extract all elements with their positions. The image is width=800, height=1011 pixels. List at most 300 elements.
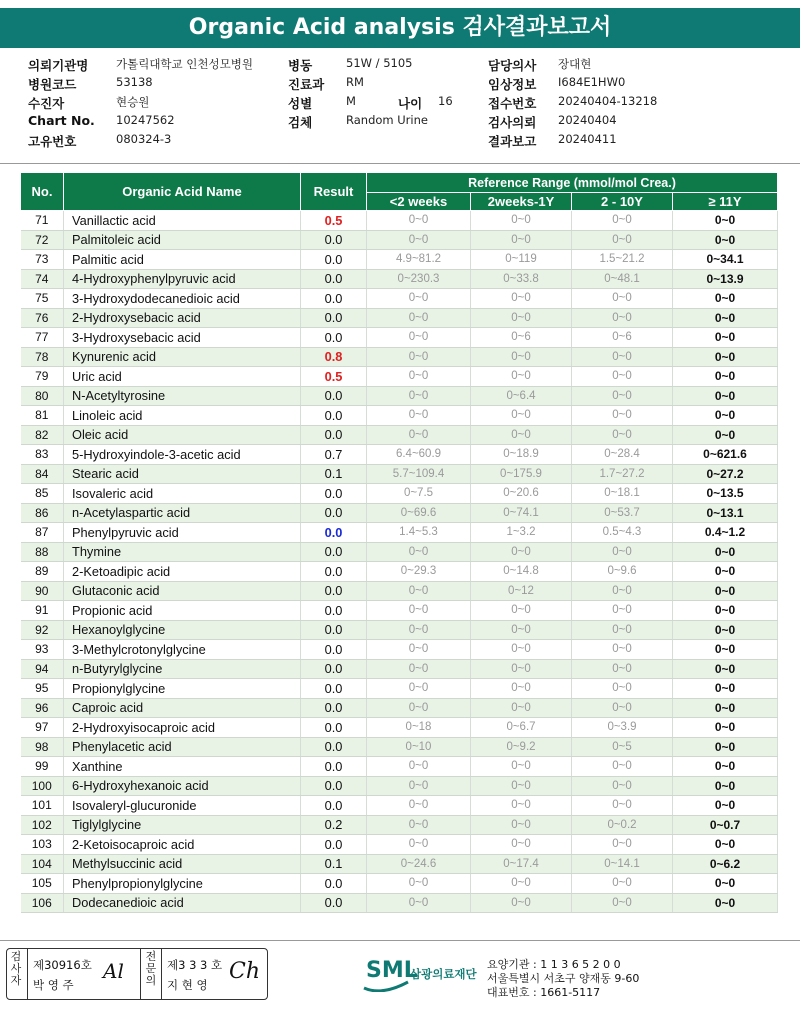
ref-2weeks-1y: 0~0 [471,679,572,699]
ref-2weeks-1y: 0~0 [471,211,572,231]
ref-2-10y: 1.5~21.2 [572,250,673,270]
row-number: 103 [21,835,64,855]
hospital-label: 의뢰기관명 [28,58,89,73]
table-row [21,250,778,270]
sex-value: M [346,94,356,108]
institution-code: 요양기관 : 1 1 3 6 5 2 0 0 [487,958,621,971]
ref-2-10y: 0~0 [572,211,673,231]
result-value: 0.0 [301,523,367,543]
ref-header: 2weeks-1Y [471,193,572,211]
result-value: 0.5 [301,211,367,231]
divider [27,949,28,999]
row-number: 91 [21,601,64,621]
divider [0,940,800,941]
acid-name: Phenylpropionylglycine [64,874,301,894]
result-value: 0.0 [301,308,367,328]
ref-under-2-weeks: 0~29.3 [367,562,471,582]
table-row [21,289,778,309]
result-value: 0.0 [301,562,367,582]
ref-2-10y: 0~0 [572,893,673,913]
table-row [21,425,778,445]
acid-name: 6-Hydroxyhexanoic acid [64,776,301,796]
row-number: 102 [21,815,64,835]
row-number: 88 [21,542,64,562]
ref-header: ≥ 11Y [673,193,778,211]
ref-2-10y: 0~0 [572,835,673,855]
acid-name: Palmitoleic acid [64,230,301,250]
ref-2-10y: 0~0 [572,425,673,445]
row-number: 101 [21,796,64,816]
ref-11y-plus: 0~0 [673,796,778,816]
age-value: 16 [438,94,453,108]
ref-2-10y: 0~0 [572,640,673,660]
ref-11y-plus: 0~6.2 [673,854,778,874]
acid-name: Isovaleryl-glucuronide [64,796,301,816]
row-number: 73 [21,250,64,270]
request-value: 20240404 [558,113,617,127]
table-row [21,523,778,543]
row-number: 79 [21,367,64,387]
ref-11y-plus: 0~0 [673,893,778,913]
ref-2-10y: 0~0 [572,406,673,426]
doctor-label: 담당의사 [488,58,537,73]
ref-2weeks-1y: 0~12 [471,581,572,601]
ref-under-2-weeks: 0~0 [367,601,471,621]
ref-11y-plus: 0~0 [673,581,778,601]
acid-name: Vanillactic acid [64,211,301,231]
result-value: 0.0 [301,269,367,289]
ref-under-2-weeks: 6.4~60.9 [367,445,471,465]
ref-under-2-weeks: 0~0 [367,289,471,309]
acid-name: Thymine [64,542,301,562]
ref-2weeks-1y: 0~0 [471,640,572,660]
row-number: 85 [21,484,64,504]
acid-name: 2-Hydroxysebacic acid [64,308,301,328]
result-value: 0.0 [301,698,367,718]
acid-name: Phenylpyruvic acid [64,523,301,543]
ref-header: 2 - 10Y [572,193,673,211]
clinical-label: 임상정보 [488,77,537,92]
institution-address: 서울특별시 서초구 양재동 9-60 [487,972,640,985]
ref-under-2-weeks: 0~18 [367,718,471,738]
table-row [21,503,778,523]
ref-11y-plus: 0~0 [673,562,778,582]
ref-2weeks-1y: 0~74.1 [471,503,572,523]
result-value: 0.0 [301,659,367,679]
result-value: 0.5 [301,367,367,387]
patient-info [28,56,788,152]
ref-under-2-weeks: 0~0 [367,230,471,250]
ref-2-10y: 0~18.1 [572,484,673,504]
result-value: 0.0 [301,581,367,601]
ref-under-2-weeks: 0~0 [367,757,471,777]
ref-2weeks-1y: 0~0 [471,308,572,328]
ref-2weeks-1y: 0~14.8 [471,562,572,582]
result-value: 0.0 [301,620,367,640]
ref-11y-plus: 0~13.1 [673,503,778,523]
logo-text: SML [366,958,418,983]
examiner-signature: Al [103,959,124,983]
table-row [21,659,778,679]
chart-label: Chart No. [28,113,95,128]
row-number: 93 [21,640,64,660]
table-row [21,893,778,913]
ref-11y-plus: 0~0 [673,679,778,699]
table-row [21,776,778,796]
acid-name: Kynurenic acid [64,347,301,367]
ref-2weeks-1y: 0~0 [471,620,572,640]
table-row [21,484,778,504]
acid-name: 3-Hydroxydodecanedioic acid [64,289,301,309]
hospital-code-value: 53138 [116,75,153,89]
acid-name: Methylsuccinic acid [64,854,301,874]
acid-name: 4-Hydroxyphenylpyruvic acid [64,269,301,289]
table-row [21,230,778,250]
row-number: 98 [21,737,64,757]
row-number: 75 [21,289,64,309]
table-row [21,269,778,289]
ref-2weeks-1y: 0~0 [471,776,572,796]
result-value: 0.0 [301,484,367,504]
table-row [21,679,778,699]
ref-2-10y: 0~3.9 [572,718,673,738]
ref-2-10y: 0~0 [572,308,673,328]
ref-2-10y: 0~0 [572,796,673,816]
divider [161,949,162,999]
ref-2weeks-1y: 0~0 [471,698,572,718]
results-table [20,172,778,913]
table-row [21,211,778,231]
signature-box [6,948,268,1000]
ref-11y-plus: 0~27.2 [673,464,778,484]
examinee-label: 수진자 [28,96,65,111]
divider [140,949,141,999]
row-number: 94 [21,659,64,679]
acid-name: Stearic acid [64,464,301,484]
receipt-value: 20240404-13218 [558,94,658,108]
acid-name: n-Butyrylglycine [64,659,301,679]
acid-name: 2-Ketoisocaproic acid [64,835,301,855]
unique-label: 고유번호 [28,134,77,149]
ref-2-10y: 0~0 [572,620,673,640]
result-value: 0.0 [301,874,367,894]
table-row [21,308,778,328]
row-number: 104 [21,854,64,874]
ref-2-10y: 0~0 [572,757,673,777]
ref-2weeks-1y: 0~0 [471,406,572,426]
table-row [21,737,778,757]
chart-value: 10247562 [116,113,175,127]
ref-2weeks-1y: 1~3.2 [471,523,572,543]
ref-2-10y: 0~0 [572,230,673,250]
table-row [21,581,778,601]
ref-11y-plus: 0~0 [673,698,778,718]
ref-11y-plus: 0~0 [673,308,778,328]
table-row [21,542,778,562]
result-value: 0.0 [301,893,367,913]
row-number: 100 [21,776,64,796]
acid-name: Phenylacetic acid [64,737,301,757]
ref-under-2-weeks: 0~0 [367,893,471,913]
specialist-label: 전문의 [145,950,157,987]
col-header-name: Organic Acid Name [64,173,301,211]
acid-name: Palmitic acid [64,250,301,270]
table-row [21,757,778,777]
ref-2weeks-1y: 0~0 [471,230,572,250]
ward-label: 병동 [288,58,313,73]
acid-name: N-Acetyltyrosine [64,386,301,406]
result-value: 0.0 [301,542,367,562]
table-row [21,328,778,348]
acid-name: 2-Ketoadipic acid [64,562,301,582]
result-value: 0.0 [301,289,367,309]
table-row [21,562,778,582]
result-value: 0.0 [301,796,367,816]
row-number: 84 [21,464,64,484]
examinee-value: 현승원 [116,95,150,109]
row-number: 106 [21,893,64,913]
ref-11y-plus: 0~0 [673,347,778,367]
age-label: 나이 [398,96,423,111]
row-number: 83 [21,445,64,465]
table-row [21,445,778,465]
row-number: 87 [21,523,64,543]
acid-name: Isovaleric acid [64,484,301,504]
ref-under-2-weeks: 0~0 [367,679,471,699]
ref-2weeks-1y: 0~6.7 [471,718,572,738]
ref-11y-plus: 0.4~1.2 [673,523,778,543]
hospital-value: 가톨릭대학교 인천성모병원 [116,57,253,71]
table-row [21,601,778,621]
table-row [21,620,778,640]
ref-2weeks-1y: 0~0 [471,542,572,562]
result-value: 0.0 [301,601,367,621]
ref-2-10y: 0~0 [572,289,673,309]
result-value: 0.0 [301,640,367,660]
ref-2weeks-1y: 0~0 [471,893,572,913]
ref-2-10y: 0~0 [572,347,673,367]
ref-under-2-weeks: 0~24.6 [367,854,471,874]
institution-phone: 대표번호 : 1661-5117 [487,986,601,999]
result-value: 0.2 [301,815,367,835]
ref-11y-plus: 0~0 [673,620,778,640]
ref-2weeks-1y: 0~0 [471,874,572,894]
ref-under-2-weeks: 0~0 [367,776,471,796]
examiner-name: 박 영 주 [33,978,74,992]
acid-name: Oleic acid [64,425,301,445]
hospital-code-label: 병원코드 [28,77,77,92]
ref-under-2-weeks: 0~0 [367,386,471,406]
acid-name: Dodecanedioic acid [64,893,301,913]
ref-2weeks-1y: 0~0 [471,347,572,367]
ref-2-10y: 0~0 [572,659,673,679]
table-row [21,367,778,387]
result-value: 0.0 [301,250,367,270]
ref-under-2-weeks: 0~0 [367,835,471,855]
report-value: 20240411 [558,132,617,146]
row-number: 97 [21,718,64,738]
ref-2-10y: 0~14.1 [572,854,673,874]
acid-name: Propionic acid [64,601,301,621]
row-number: 105 [21,874,64,894]
ref-under-2-weeks: 0~0 [367,640,471,660]
ref-under-2-weeks: 0~0 [367,406,471,426]
ref-2weeks-1y: 0~6.4 [471,386,572,406]
result-value: 0.0 [301,328,367,348]
row-number: 90 [21,581,64,601]
acid-name: 5-Hydroxyindole-3-acetic acid [64,445,301,465]
ref-2weeks-1y: 0~0 [471,289,572,309]
ref-2-10y: 0~0 [572,581,673,601]
acid-name: 3-Hydroxysebacic acid [64,328,301,348]
ref-under-2-weeks: 0~0 [367,347,471,367]
ref-11y-plus: 0~0 [673,542,778,562]
dept-value: RM [346,75,364,89]
col-header-reference: Reference Range (mmol/mol Crea.) [367,173,778,193]
result-value: 0.0 [301,425,367,445]
acid-name: Hexanoylglycine [64,620,301,640]
ref-2-10y: 0~28.4 [572,445,673,465]
table-row [21,698,778,718]
ref-11y-plus: 0~0 [673,874,778,894]
col-header-result: Result [301,173,367,211]
ref-under-2-weeks: 0~0 [367,620,471,640]
row-number: 89 [21,562,64,582]
ref-under-2-weeks: 0~69.6 [367,503,471,523]
ref-under-2-weeks: 0~0 [367,698,471,718]
ref-under-2-weeks: 0~0 [367,542,471,562]
row-number: 71 [21,211,64,231]
divider [0,163,800,164]
ref-under-2-weeks: 0~10 [367,737,471,757]
ref-2-10y: 0.5~4.3 [572,523,673,543]
ref-2weeks-1y: 0~0 [471,367,572,387]
receipt-label: 접수번호 [488,96,537,111]
ref-11y-plus: 0~13.9 [673,269,778,289]
info-row [28,56,788,75]
acid-name: Uric acid [64,367,301,387]
specialist-name: 지 현 영 [167,978,208,992]
row-number: 74 [21,269,64,289]
table-row [21,854,778,874]
acid-name: Propionylglycine [64,679,301,699]
ref-under-2-weeks: 0~7.5 [367,484,471,504]
ref-2-10y: 1.7~27.2 [572,464,673,484]
ref-2weeks-1y: 0~175.9 [471,464,572,484]
ref-2-10y: 0~0 [572,386,673,406]
result-value: 0.0 [301,776,367,796]
table-row [21,815,778,835]
ref-2weeks-1y: 0~119 [471,250,572,270]
unique-value: 080324-3 [116,132,172,146]
result-value: 0.0 [301,718,367,738]
row-number: 99 [21,757,64,777]
row-number: 95 [21,679,64,699]
ref-under-2-weeks: 4.9~81.2 [367,250,471,270]
row-number: 78 [21,347,64,367]
ref-2-10y: 0~0 [572,367,673,387]
result-value: 0.0 [301,737,367,757]
ref-under-2-weeks: 0~0 [367,874,471,894]
acid-name: 2-Hydroxyisocaproic acid [64,718,301,738]
table-row [21,640,778,660]
row-number: 82 [21,425,64,445]
ref-2weeks-1y: 0~17.4 [471,854,572,874]
ref-2-10y: 0~0.2 [572,815,673,835]
examiner-label: 검사자 [10,950,22,987]
ref-under-2-weeks: 0~0 [367,211,471,231]
row-number: 81 [21,406,64,426]
table-row [21,386,778,406]
acid-name: n-Acetylaspartic acid [64,503,301,523]
ref-2-10y: 0~0 [572,698,673,718]
ref-11y-plus: 0~621.6 [673,445,778,465]
ref-11y-plus: 0~0 [673,289,778,309]
acid-name: Xanthine [64,757,301,777]
ref-2-10y: 0~9.6 [572,562,673,582]
ref-2weeks-1y: 0~6 [471,328,572,348]
ref-2-10y: 0~0 [572,776,673,796]
report-title: Organic Acid analysis 검사결과보고서 [0,8,800,48]
ref-11y-plus: 0~34.1 [673,250,778,270]
info-row [28,94,788,113]
specimen-label: 검체 [288,115,313,130]
row-number: 96 [21,698,64,718]
report-label: 결과보고 [488,134,537,149]
result-value: 0.7 [301,445,367,465]
clinical-value: I684E1HW0 [558,75,626,89]
result-value: 0.0 [301,835,367,855]
result-value: 0.0 [301,406,367,426]
ref-under-2-weeks: 0~0 [367,367,471,387]
ref-11y-plus: 0~0 [673,776,778,796]
ref-2weeks-1y: 0~18.9 [471,445,572,465]
ref-header: <2 weeks [367,193,471,211]
row-number: 92 [21,620,64,640]
table-row [21,874,778,894]
table-row [21,347,778,367]
acid-name: 3-Methylcrotonylglycine [64,640,301,660]
result-value: 0.1 [301,464,367,484]
result-value: 0.0 [301,679,367,699]
ref-11y-plus: 0~0 [673,367,778,387]
ref-2weeks-1y: 0~0 [471,601,572,621]
row-number: 76 [21,308,64,328]
doctor-value: 장대현 [558,57,592,71]
ref-2-10y: 0~0 [572,679,673,699]
ref-under-2-weeks: 0~0 [367,328,471,348]
ref-11y-plus: 0~0 [673,328,778,348]
info-row [28,113,788,132]
table-row [21,796,778,816]
ref-11y-plus: 0~0 [673,757,778,777]
info-row [28,132,788,151]
acid-name: Caproic acid [64,698,301,718]
examiner-license: 제30916호 [33,958,92,972]
specialist-license: 제3 3 3 호 [167,958,223,972]
ref-11y-plus: 0~0 [673,718,778,738]
logo-korean: 삼광의료재단 [410,967,477,981]
row-number: 72 [21,230,64,250]
row-number: 77 [21,328,64,348]
ref-2-10y: 0~53.7 [572,503,673,523]
ref-under-2-weeks: 5.7~109.4 [367,464,471,484]
ref-under-2-weeks: 0~0 [367,796,471,816]
ref-under-2-weeks: 0~0 [367,425,471,445]
ref-11y-plus: 0~0 [673,425,778,445]
ref-11y-plus: 0~0.7 [673,815,778,835]
ref-2-10y: 0~5 [572,737,673,757]
